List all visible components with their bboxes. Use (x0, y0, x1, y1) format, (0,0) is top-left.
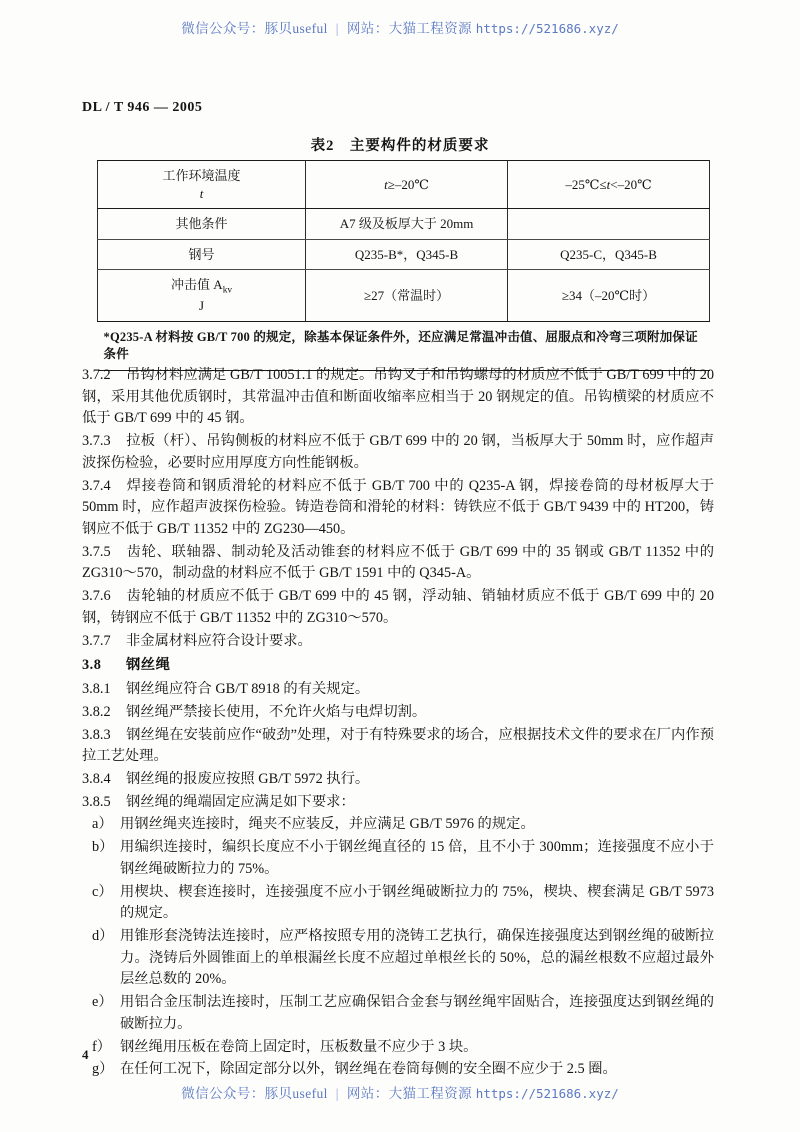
cell-impact-value-col3: ≥34（–20℃时） (508, 270, 710, 322)
watermark-site-label: 网站：大猫工程资源 (346, 1086, 473, 1101)
clause-3-7-7 (82, 631, 714, 653)
cell-working-temp-col3: –25℃≤t<–20℃ (508, 161, 710, 209)
list-item (82, 1059, 714, 1081)
clause-text: 吊钩材料应满足 GB/T 10051.1 的规定。吊钩叉子和吊钩螺母的材质应不低于 GB/T 699 中的 20 钢，采用其他优质钢时，其常温冲击值和断面收缩率应相当于 20 钢规定的值。吊钩横梁的材质应不低于 GB/T 699 中的 45 钢。 (82, 367, 714, 427)
watermark-site-label: 网站：大猫工程资源 (346, 21, 473, 36)
clause-text: 钢丝绳的报废应按照 GB/T 5972 执行。 (126, 770, 370, 787)
clause-3-8-1 (82, 679, 714, 701)
clause-number: 3.7.3 (82, 433, 111, 450)
list-item-label: e） (92, 994, 113, 1011)
clause-3-8-5 (82, 792, 714, 814)
clause-3-7-2 (82, 365, 714, 430)
table-row (98, 161, 710, 209)
list-item-text: 在任何工况下，除固定部分以外，钢丝绳在卷筒每侧的安全圈不应少于 2.5 圈。 (120, 1061, 617, 1078)
cell-impact-value-col2: ≥27（常温时） (306, 270, 508, 322)
clause-text: 钢丝绳应符合 GB/T 8918 的有关规定。 (126, 681, 370, 698)
clause-3-7-6 (82, 586, 714, 629)
cell-other-conditions-label: 其他条件 (98, 209, 306, 240)
section-heading-3-8 (82, 655, 714, 677)
watermark-separator: | (335, 1086, 339, 1101)
table-footnote: *Q235-A 材料按 GB/T 700 的规定，除基本保证条件外，还应满足常温冲击值、屈服点和冷弯三项附加保证条件 (98, 321, 710, 370)
clause-number: 3.7.6 (82, 588, 111, 605)
list-item (82, 837, 714, 880)
table-row (98, 209, 710, 240)
row-label-line2: t (199, 185, 204, 201)
clause-text: 钢丝绳在安装前应作“破劲”处理，对于有特殊要求的场合，应根据技术文件的要求在厂内作预拉工艺处理。 (82, 726, 714, 765)
list-item (82, 926, 714, 991)
list-item-label: a） (92, 816, 113, 833)
list-item-text: 钢丝绳用压板在卷筒上固定时，压板数量不应少于 3 块。 (120, 1038, 478, 1055)
watermark-separator: | (335, 21, 339, 36)
list-item-text: 用编织连接时，编织长度应不小于钢丝绳直径的 15 倍，且不小于 300mm；连接强度不应小于钢丝绳破断拉力的 75%。 (120, 839, 714, 877)
list-item (82, 1037, 714, 1059)
clause-text: 非金属材料应符合设计要求。 (126, 632, 312, 649)
clause-number: 3.8.2 (82, 703, 111, 720)
row-label-line1: 工作环境温度 (162, 168, 241, 183)
list-item (82, 992, 714, 1035)
material-requirements-table (97, 160, 710, 371)
list-item (82, 814, 714, 836)
table-row (98, 270, 710, 322)
cell-impact-value-label: 冲击值 $A_{kv}$ J (98, 270, 306, 322)
list-item-text: 用钢丝绳夹连接时，绳夹不应装反，并应满足 GB/T 5976 的规定。 (120, 816, 535, 833)
page-number: 4 (82, 1047, 89, 1062)
clause-3-7-4 (82, 476, 714, 541)
clause-number: 3.7.5 (82, 543, 111, 560)
clause-number: 3.8.5 (82, 793, 111, 810)
clause-number: 3.8.4 (82, 770, 111, 787)
list-item-text: 用锥形套浇铸法连接时，应严格按照专用的浇铸工艺执行，确保连接强度达到钢丝绳的破断拉力。浇铸后外圆锥面上的单根漏丝长度不应超过单根丝长的 50%，总的漏丝根数不应超过最外层丝总数的 20%。 (120, 927, 714, 988)
table-caption: 表2 主要构件的材质要求 (310, 138, 490, 154)
clause-number: 3.7.2 (82, 367, 111, 383)
clause-number: 3.7.7 (82, 632, 111, 649)
list-item-text: 用楔块、楔套连接时，连接强度不应小于钢丝绳破断拉力的 75%，楔块、楔套满足 GB/T 5973 的规定。 (120, 883, 714, 922)
table-row (98, 239, 710, 270)
clause-text: 钢丝绳严禁接长使用，不允许火焰与电焊切割。 (126, 703, 427, 720)
clause-3-8-4 (82, 769, 714, 791)
watermark-wechat-label: 微信公众号：豚贝useful (181, 1086, 328, 1101)
section-number: 3.8 (82, 657, 102, 674)
watermark-top (0, 17, 800, 37)
list-item-label: c） (92, 883, 113, 900)
clause-number: 3.8.3 (82, 726, 111, 743)
list-item-text: 用铝合金压制法连接时，压制工艺应确保铝合金套与钢丝绳牢固贴合，连接强度达到钢丝绳的破断拉力。 (120, 994, 714, 1032)
list-item-label: d） (92, 927, 114, 944)
list-item-label: b） (92, 839, 114, 856)
cell-steel-grade-col2: Q235-B*，Q345-B (306, 239, 508, 270)
running-head: DL / T 946 — 2005 (82, 100, 203, 115)
document-body (82, 365, 714, 1082)
cell-other-conditions-col3 (508, 209, 710, 240)
clause-number: 3.8.1 (82, 681, 111, 698)
clause-3-8-5-list (82, 814, 714, 1081)
cell-steel-grade-label: 钢号 (98, 239, 306, 270)
clause-text: 齿轮、联轴器、制动轮及活动锥套的材料应不低于 GB/T 699 中的 35 钢或 GB/T 11352 中的 ZG310～570，制动盘的材料应不低于 GB/T 1591 中的 Q345-A。 (82, 543, 714, 582)
section-title: 钢丝绳 (126, 657, 171, 674)
clause-text: 拉板（杆）、吊钩侧板的材料应不低于 GB/T 699 中的 20 钢，当板厚大于 50mm 时，应作超声波探伤检验，必要时应用厚度方向性能钢板。 (82, 433, 714, 471)
list-item-label: f） (92, 1038, 112, 1055)
clause-3-8-3 (82, 725, 714, 768)
watermark-wechat-label: 微信公众号：豚贝useful (181, 21, 328, 36)
watermark-url: https://521686.xyz/ (475, 1086, 619, 1101)
watermark-bottom (0, 1082, 800, 1102)
cell-working-temp-col2: t≥–20℃ (306, 161, 508, 209)
clause-text: 齿轮轴的材质应不低于 GB/T 699 中的 45 钢，浮动轴、销轴材质应不低于 GB/T 699 中的 20 钢，铸钢应不低于 GB/T 11352 中的 ZG310～570。 (82, 588, 714, 626)
cell-working-temp-label (98, 161, 306, 209)
table-footnote-row (98, 321, 710, 370)
watermark-url: https://521686.xyz/ (475, 21, 619, 36)
clause-number: 3.7.4 (82, 477, 111, 494)
clause-3-7-3 (82, 431, 714, 474)
list-item-label: g） (92, 1061, 114, 1078)
clause-3-8-2 (82, 702, 714, 724)
clause-text: 焊接卷筒和钢质滑轮的材料应不低于 GB/T 700 中的 Q235-A 钢，焊接卷筒的母材板厚大于 50mm 时，应作超声波探伤检验。铸造卷筒和滑轮的材料：铸铁应不低于 GB/T 9439 中的 HT200，铸钢应不低于 GB/T 11352 中的 ZG230—450。 (82, 477, 714, 538)
cell-steel-grade-col3: Q235-C，Q345-B (508, 239, 710, 270)
clause-text: 钢丝绳的绳端固定应满足如下要求： (126, 793, 355, 810)
cell-other-conditions-col2: A7 级及板厚大于 20mm (306, 209, 508, 240)
clause-3-7-5 (82, 542, 714, 585)
list-item (82, 882, 714, 925)
